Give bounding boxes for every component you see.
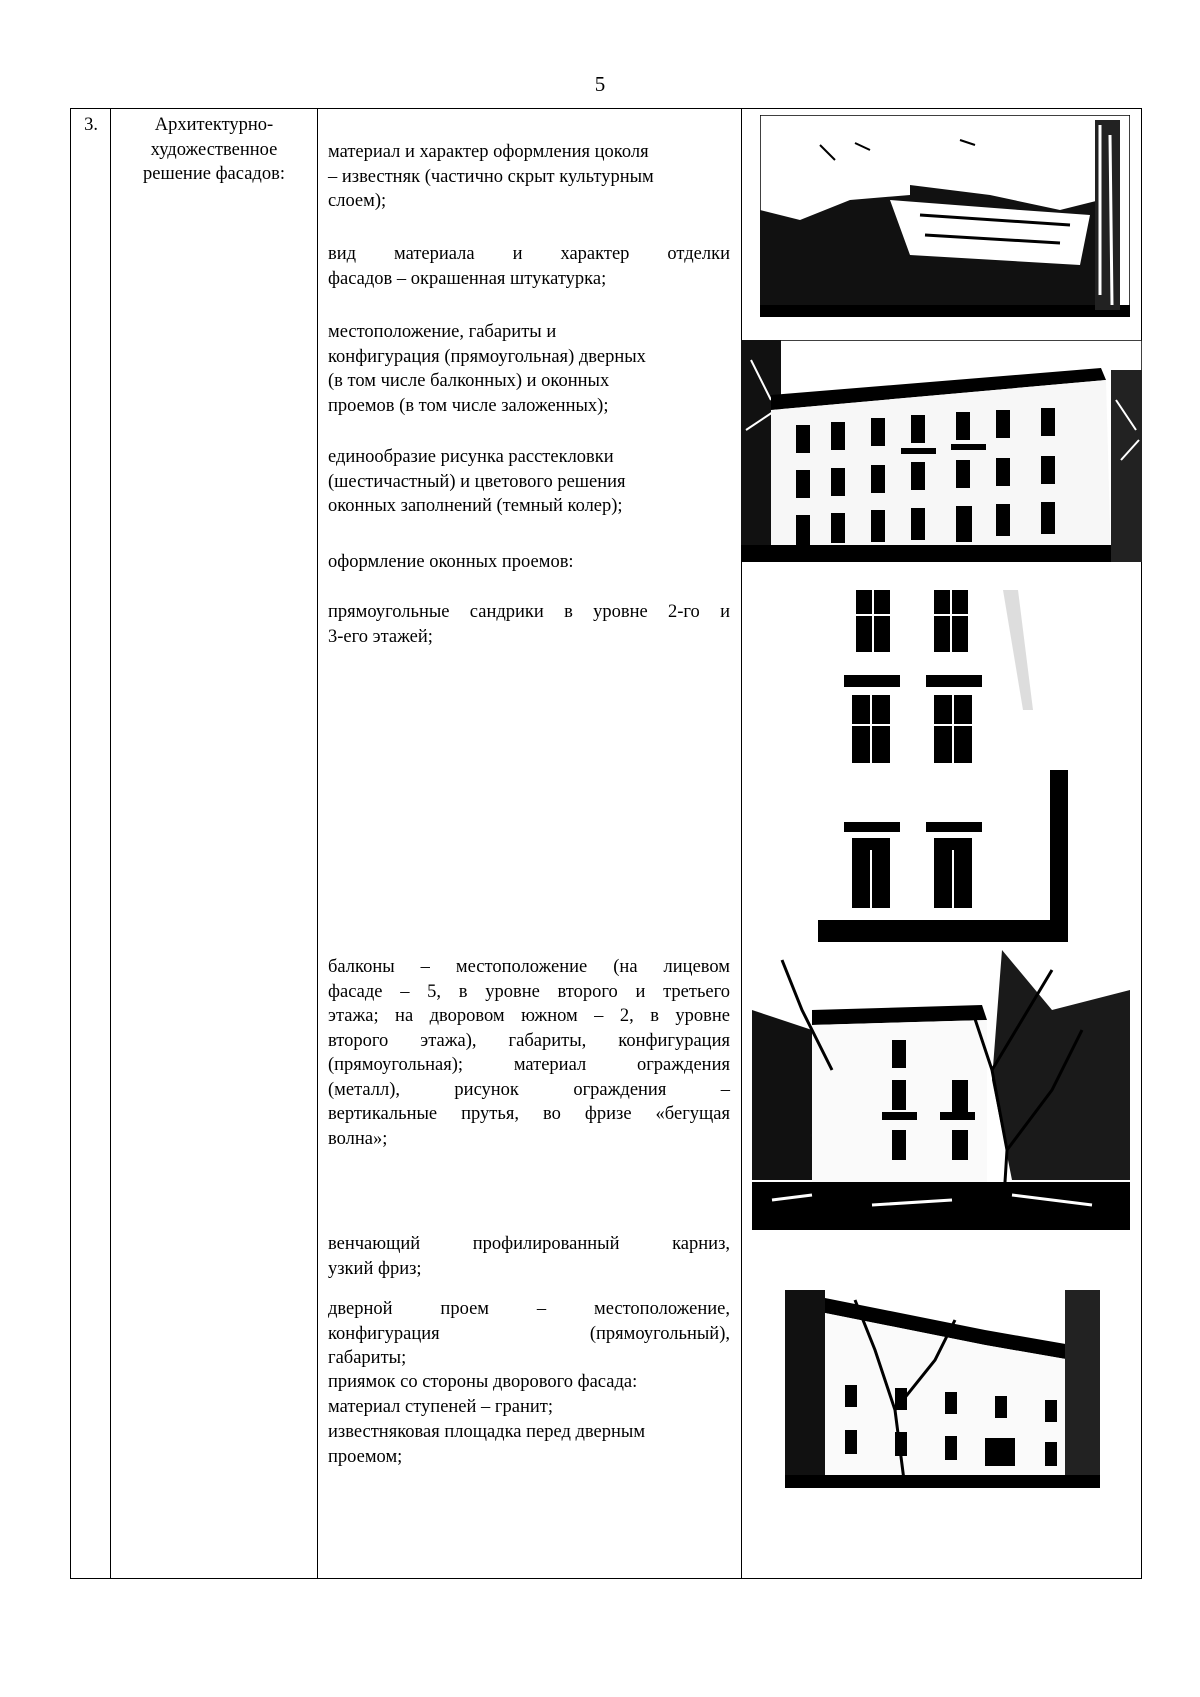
item-plinth: материал и характер оформления цоколя – известняк (частично скрыт культурным слоем); xyxy=(328,142,654,211)
page-number: 5 xyxy=(594,72,606,96)
item-steps: материал ступеней – гранит; xyxy=(328,1397,553,1417)
cell-index xyxy=(70,108,111,1579)
row-title: Архитектурно- художественное решение фасадов: xyxy=(143,115,285,184)
photo-door xyxy=(785,1290,1100,1488)
item-pit: приямок со стороны дворового фасада: xyxy=(328,1372,638,1392)
row-index: 3. xyxy=(84,115,98,135)
item-sandriks: прямоугольные сандрики в уровне 2-го и 3-его этажей; xyxy=(328,602,730,647)
cell-title xyxy=(110,108,318,1579)
item-facade-finish: вид материала и характер отделки фасадов – окрашенная штукатурка; xyxy=(328,244,730,289)
item-cornice: венчающий профилированный карниз, узкий фриз; xyxy=(328,1234,730,1279)
item-glazing: единообразие рисунка расстекловки (шестичастный) и цветового решения оконных заполнений (темный колер); xyxy=(328,447,626,516)
photo-facade xyxy=(741,340,1142,562)
item-window-design: оформление оконных проемов: xyxy=(328,552,574,572)
photo-balconies xyxy=(752,950,1130,1230)
photo-plinth xyxy=(760,115,1130,317)
item-platform: известняковая площадка перед дверным проемом; xyxy=(328,1422,646,1467)
item-balconies: балконы – местоположение (на лицевом фасаде – 5, в уровне второго и третьего этажа; на дворовом южном – 2, в уровне второго этажа), габариты, конфигурация (прямоугольная); материал ограждения (металл), рисунок ограждения – вертикальные прутья, во фризе «бегущая волна»; xyxy=(328,957,730,1149)
item-door: дверной проем – местоположение, конфигурация (прямоугольный), габариты; xyxy=(328,1299,730,1368)
item-openings: местоположение, габариты и конфигурация (прямоугольная) дверных (в том числе балконных) и оконных проемов (в том числе заложенных); xyxy=(328,322,646,416)
photo-sandriks xyxy=(818,590,1068,942)
